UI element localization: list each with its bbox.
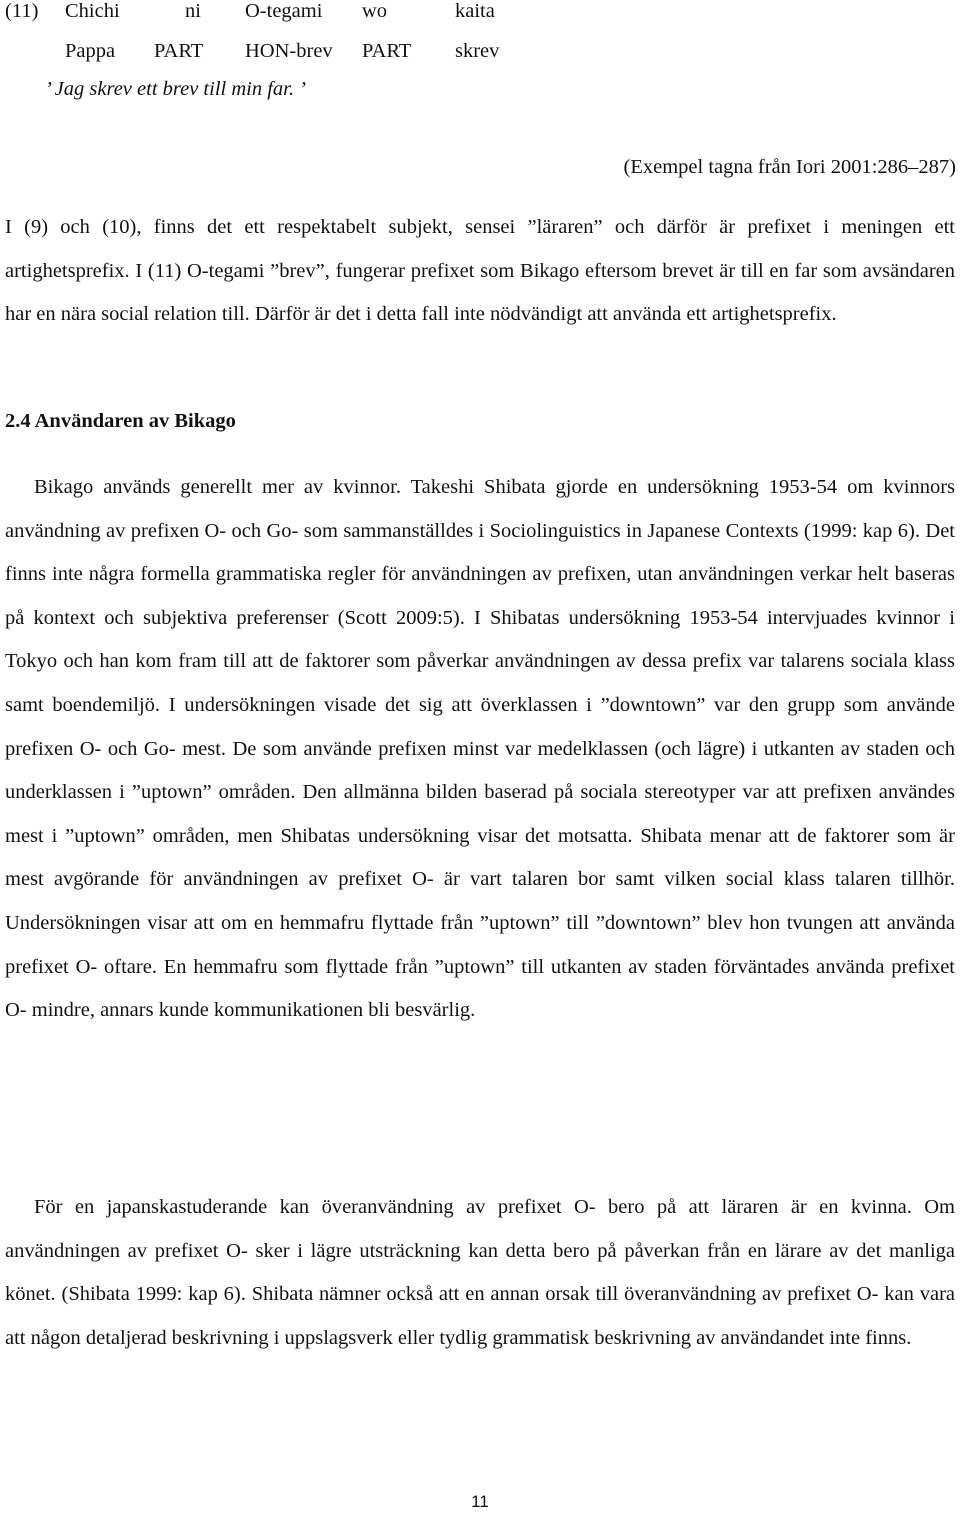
example-source: (Exempel tagna från Iori 2001:286–287) xyxy=(623,156,956,178)
paragraph: För en japanskastuderande kan överanvändning av prefixet O- bero på att läraren är en kvinna. Om användningen av prefixet O- sker i lägre utsträckning kan detta bero på påverkan från en lärare av det manliga könet. (Shibata 1999: kap 6). Shibata nämner också att en annan orsak till överanvändning av prefixet O- kan vara att någon detaljerad beskrivning i uppslagsverk eller tydlig grammatisk beskrivning av användandet inte finns. xyxy=(5,1196,955,1349)
example-word: O-tegami xyxy=(245,0,323,22)
paragraph: I (9) och (10), finns det ett respektabelt subjekt, sensei ”läraren” och därför är prefixet i meningen ett artighetsprefix. I (11) O-tegami ”brev”, fungerar prefixet som Bikago eftersom brevet är till en far som avsändaren har en nära social relation till. Därför är det i detta fall inte nödvändigt att använda ett artighetsprefix. xyxy=(5,216,955,326)
example-translation: ’ Jag skrev ett brev till min far. ’ xyxy=(45,78,306,100)
gloss-word: HON-brev xyxy=(245,40,333,62)
example-word: kaita xyxy=(455,0,495,22)
example-number: (11) xyxy=(5,0,39,22)
gloss-word: skrev xyxy=(455,40,500,62)
gloss-word: Pappa xyxy=(65,40,116,62)
example-word: ni xyxy=(185,0,201,22)
example-word: wo xyxy=(362,0,388,22)
paragraph: Bikago används generellt mer av kvinnor. Takeshi Shibata gjorde en undersökning 1953-54 om kvinnors användning av prefixen O- och Go- som sammanställdes i Sociolinguistics in Japanese Contexts (1999: kap 6). Det finns inte några formella grammatiska regler för användningen av prefixen, utan användningen verkar helt baseras på kontext och subjektiva preferenser (Scott 2009:5). I Shibatas undersökning 1953-54 intervjuades kvinnor i Tokyo och han kom fram till att de faktorer som påverkar användningen av dessa prefix var talarens sociala klass samt boendemiljö. I undersökningen visade det sig att överklassen i ”downtown” var den grupp som använde prefixen O- och Go- mest. De som använde prefixen minst var medelklassen (och lägre) i utkanten av staden och underklassen i ”uptown” områden. Den allmänna bilden baserad på sociala stereotyper var att prefixen användes mest i ”uptown” områden, men Shibatas undersökning visar det motsatta. Shibata menar att de faktorer som är mest avgörande för användningen av prefixet O- är vart talaren bor samt vilken social klass talaren tillhör. Undersökningen visar att om en hemmafru flyttade från ”uptown” till ”downtown” blev hon tvungen att använda prefixet O- oftare. En hemmafru som flyttade från ”uptown” till utkanten av staden förväntades använda prefixet O- mindre, annars kunde kommunikationen bli besvärlig. xyxy=(5,476,955,1022)
gloss-word: PART xyxy=(362,40,412,62)
gloss-line xyxy=(0,40,960,70)
section-heading: 2.4 Användaren av Bikago xyxy=(5,410,236,432)
gloss-word: PART xyxy=(154,40,204,62)
example-word: Chichi xyxy=(65,0,120,22)
page-number: 11 xyxy=(471,1492,489,1511)
